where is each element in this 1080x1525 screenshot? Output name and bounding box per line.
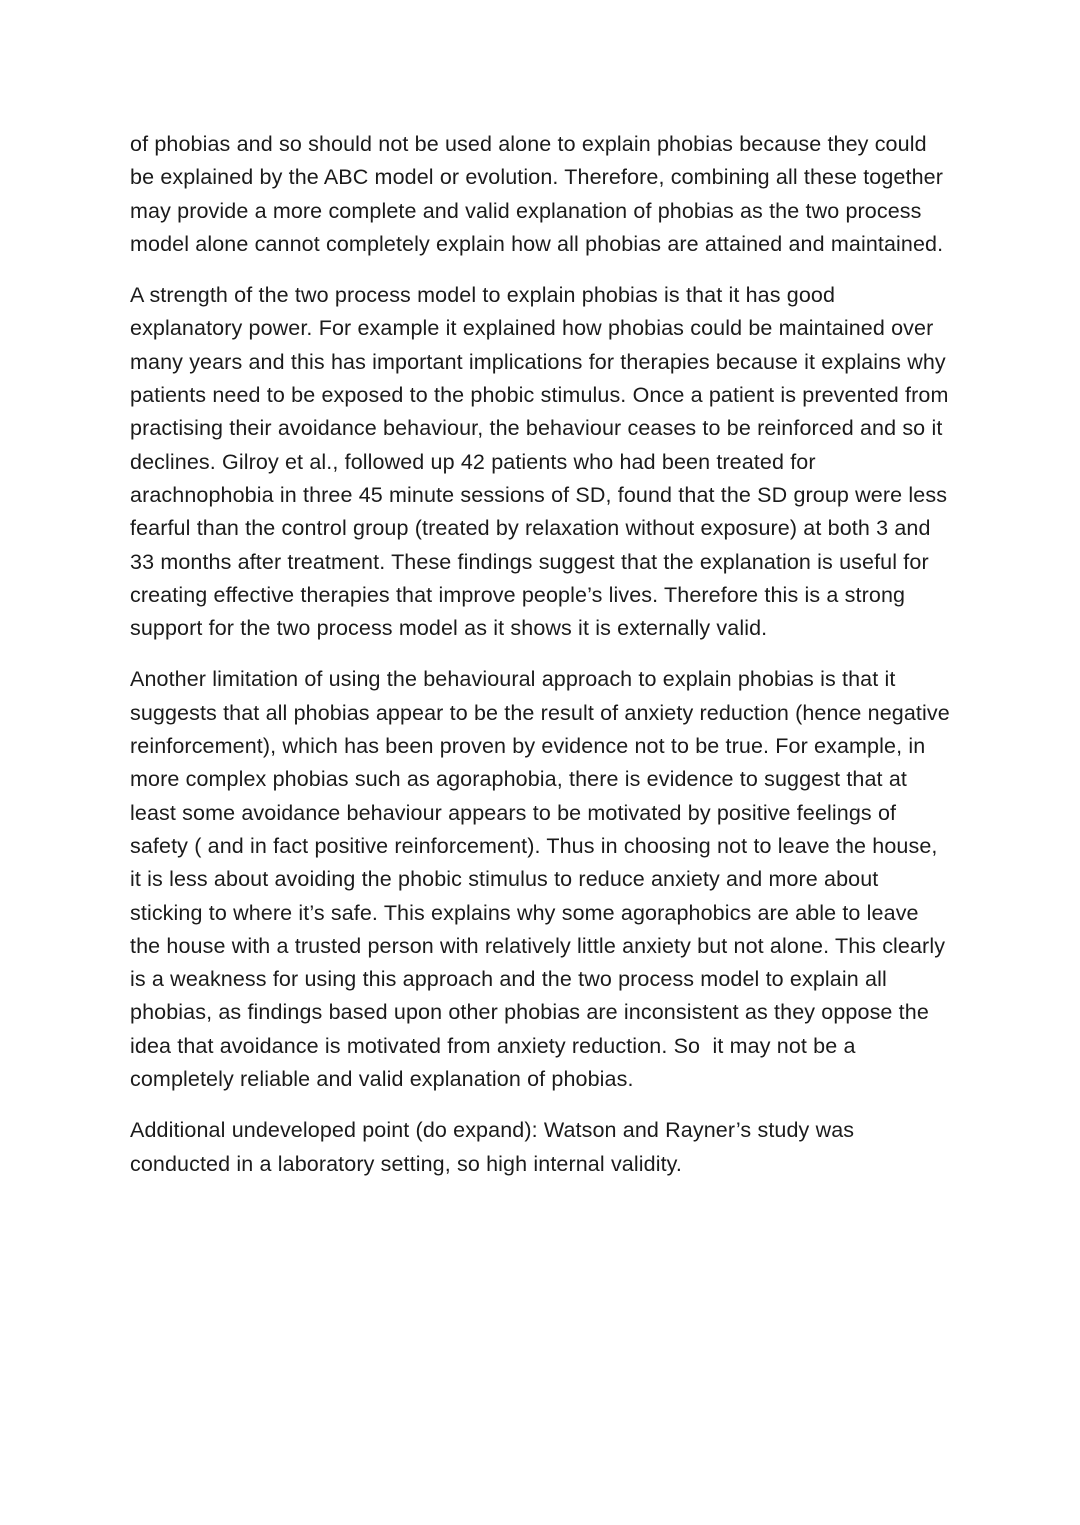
document-text-body: [130, 128, 957, 1181]
paragraph-3: Another limitation of using the behavioural approach to explain phobias is that it suggests that all phobias appear to be the result of anxiety reduction (hence negative reinforcement), which has been proven by evidence not to be true. For example, in more complex phobias such as agoraphobia, there is evidence to suggest that at least some avoidance behaviour appears to be motivated by positive feelings of safety ( and in fact positive reinforcement). Thus in choosing not to leave the house, it is less about avoiding the phobic stimulus to reduce anxiety and more about sticking to where it’s safe. This explains why some agoraphobics are able to leave the house with a trusted person with relatively little anxiety but not alone. This clearly is a weakness for using this approach and the two process model to explain all phobias, as findings based upon other phobias are inconsistent as they oppose the idea that avoidance is motivated from anxiety reduction. So it may not be a completely reliable and valid explanation of phobias.: [130, 667, 957, 1092]
paragraph-4: Additional undeveloped point (do expand): Watson and Rayner’s study was conducted in a laboratory setting, so high internal validity.: [130, 1118, 861, 1176]
paragraph-1: of phobias and so should not be used alone to explain phobias because they could be explained by the ABC model or evolution. Therefore, combining all these together may provide a more complete and valid explanation of phobias as the two process model alone cannot completely explain how all phobias are attained and maintained.: [130, 132, 950, 256]
paragraph-2: A strength of the two process model to explain phobias is that it has good explanatory power. For example it explained how phobias could be maintained over many years and this has important implications for therapies because it explains why patients need to be exposed to the phobic stimulus. Once a patient is prevented from practising their avoidance behaviour, the behaviour ceases to be reinforced and so it declines. Gilroy et al., followed up 42 patients who had been treated for arachnophobia in three 45 minute sessions of SD, found that the SD group were less fearful than the control group (treated by relaxation without exposure) at both 3 and 33 months after treatment. These findings suggest that the explanation is useful for creating effective therapies that improve people’s lives. Therefore this is a strong support for the two process model as it shows it is externally valid.: [130, 283, 955, 641]
